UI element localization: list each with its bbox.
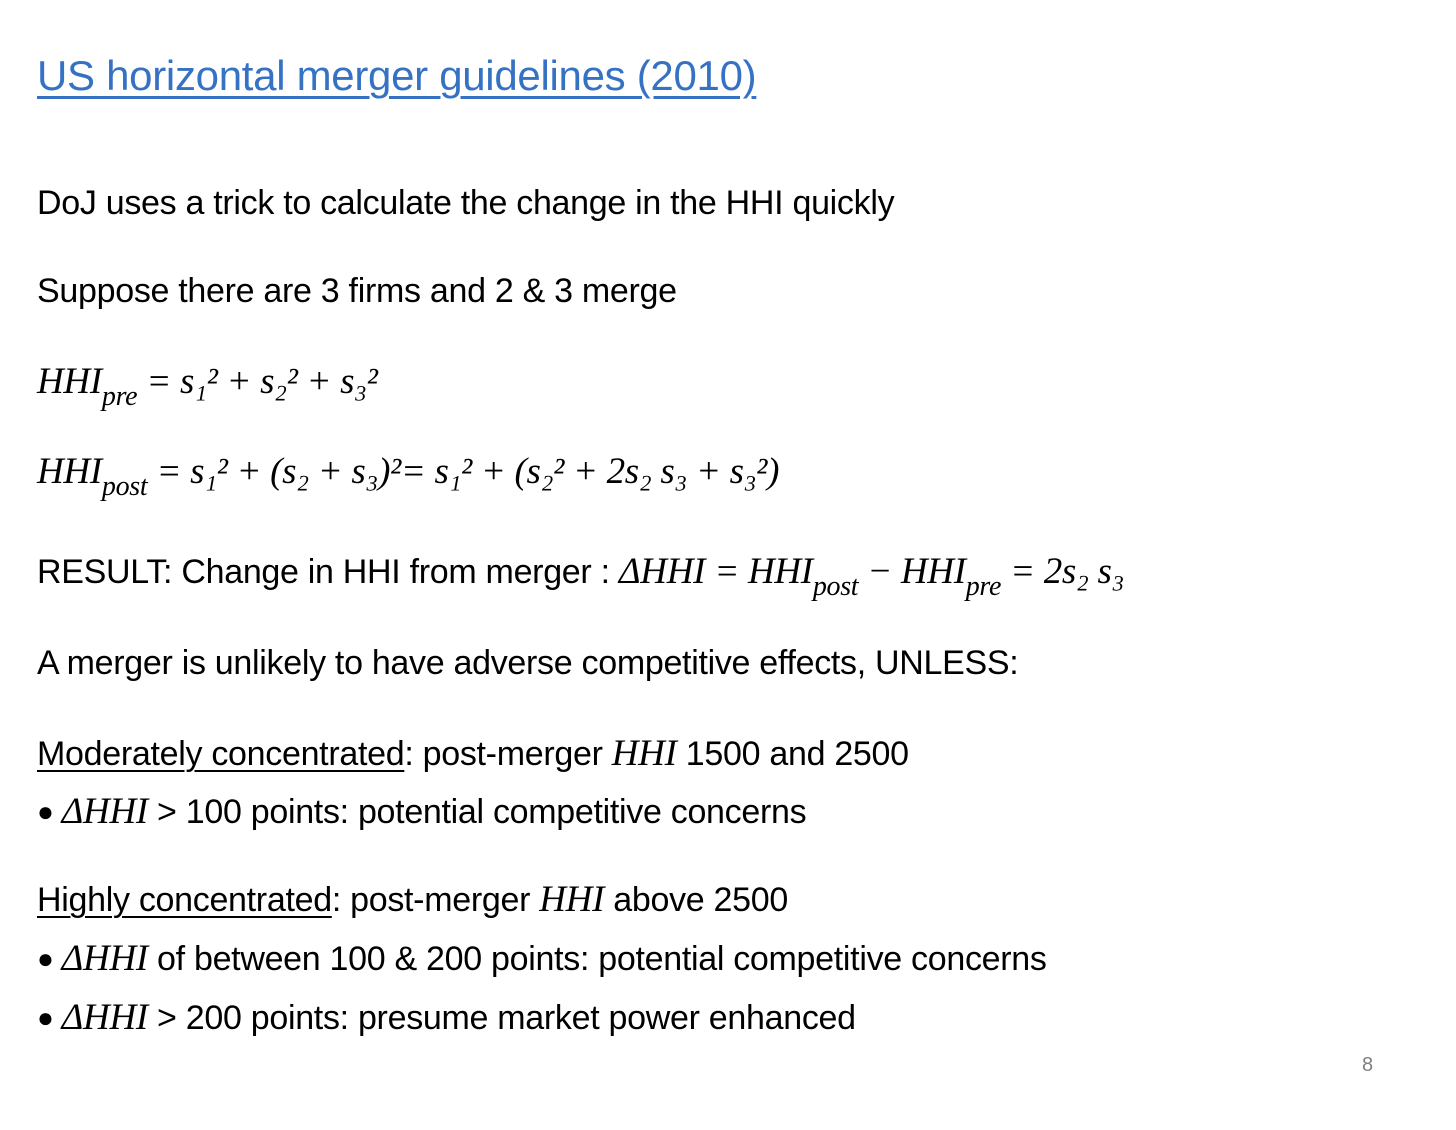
result-tail: = 2s₂ s₃ xyxy=(1001,551,1125,592)
hhi-symbol: HHI xyxy=(611,733,677,774)
delta-hhi: ΔHHI xyxy=(61,791,148,832)
bullet-text: of between 100 & 200 points: potential competitive concerns xyxy=(147,940,1047,978)
post-subscript: post xyxy=(812,571,859,602)
unless-line: A merger is unlikely to have adverse competitive effects, UNLESS: xyxy=(37,644,1019,682)
hhi-symbol: HHI xyxy=(37,361,102,402)
equation-rhs: = s₁² + s₂² + s₃² xyxy=(146,361,378,402)
equation-hhi-post xyxy=(37,450,779,503)
bullet-icon: ● xyxy=(37,943,54,974)
intro-line: DoJ uses a trick to calculate the change in the HHI quickly xyxy=(37,184,895,222)
high-bullet-1 xyxy=(37,937,1047,980)
delta-hhi: ΔHHI xyxy=(618,551,706,592)
high-heading-line xyxy=(37,878,788,921)
hhi-symbol: HHI xyxy=(539,879,605,920)
result-label: RESULT: Change in HHI from merger : xyxy=(37,553,619,591)
result-minus: − HHI xyxy=(858,551,966,592)
bullet-icon: ● xyxy=(37,796,54,827)
bullet-text: > 200 points: presume market power enhanced xyxy=(147,999,856,1037)
hhi-symbol: HHI xyxy=(37,451,102,492)
page-number: 8 xyxy=(1362,1054,1374,1076)
high-text-a: : post-merger xyxy=(331,881,540,919)
pre-subscript: pre xyxy=(101,381,138,412)
setup-line: Suppose there are 3 firms and 2 & 3 merge xyxy=(37,272,677,310)
equation-rhs: = s₁² + (s₂ + s₃)²= s₁² + (s₂² + 2s₂ s₃ + s₃²) xyxy=(156,451,780,492)
slide-title-link[interactable]: US horizontal merger guidelines (2010) xyxy=(37,52,757,99)
high-text-b: above 2500 xyxy=(604,881,788,919)
moderate-text-b: 1500 and 2500 xyxy=(676,735,909,773)
bullet-icon: ● xyxy=(37,1002,54,1033)
result-eq: = HHI xyxy=(714,551,813,592)
bullet-text: > 100 points: potential competitive concerns xyxy=(147,793,807,831)
high-bullet-2 xyxy=(37,996,856,1039)
moderate-text-a: : post-merger xyxy=(404,735,612,773)
post-subscript: post xyxy=(101,471,148,502)
moderate-heading: Moderately concentrated xyxy=(37,735,405,773)
delta-hhi: ΔHHI xyxy=(61,938,148,979)
equation-hhi-pre xyxy=(37,360,378,413)
moderate-bullet-1 xyxy=(37,790,806,833)
delta-hhi: ΔHHI xyxy=(61,997,148,1038)
moderate-heading-line xyxy=(37,732,909,775)
result-line xyxy=(37,550,1124,603)
pre-subscript: pre xyxy=(965,571,1002,602)
high-heading: Highly concentrated xyxy=(37,881,332,919)
